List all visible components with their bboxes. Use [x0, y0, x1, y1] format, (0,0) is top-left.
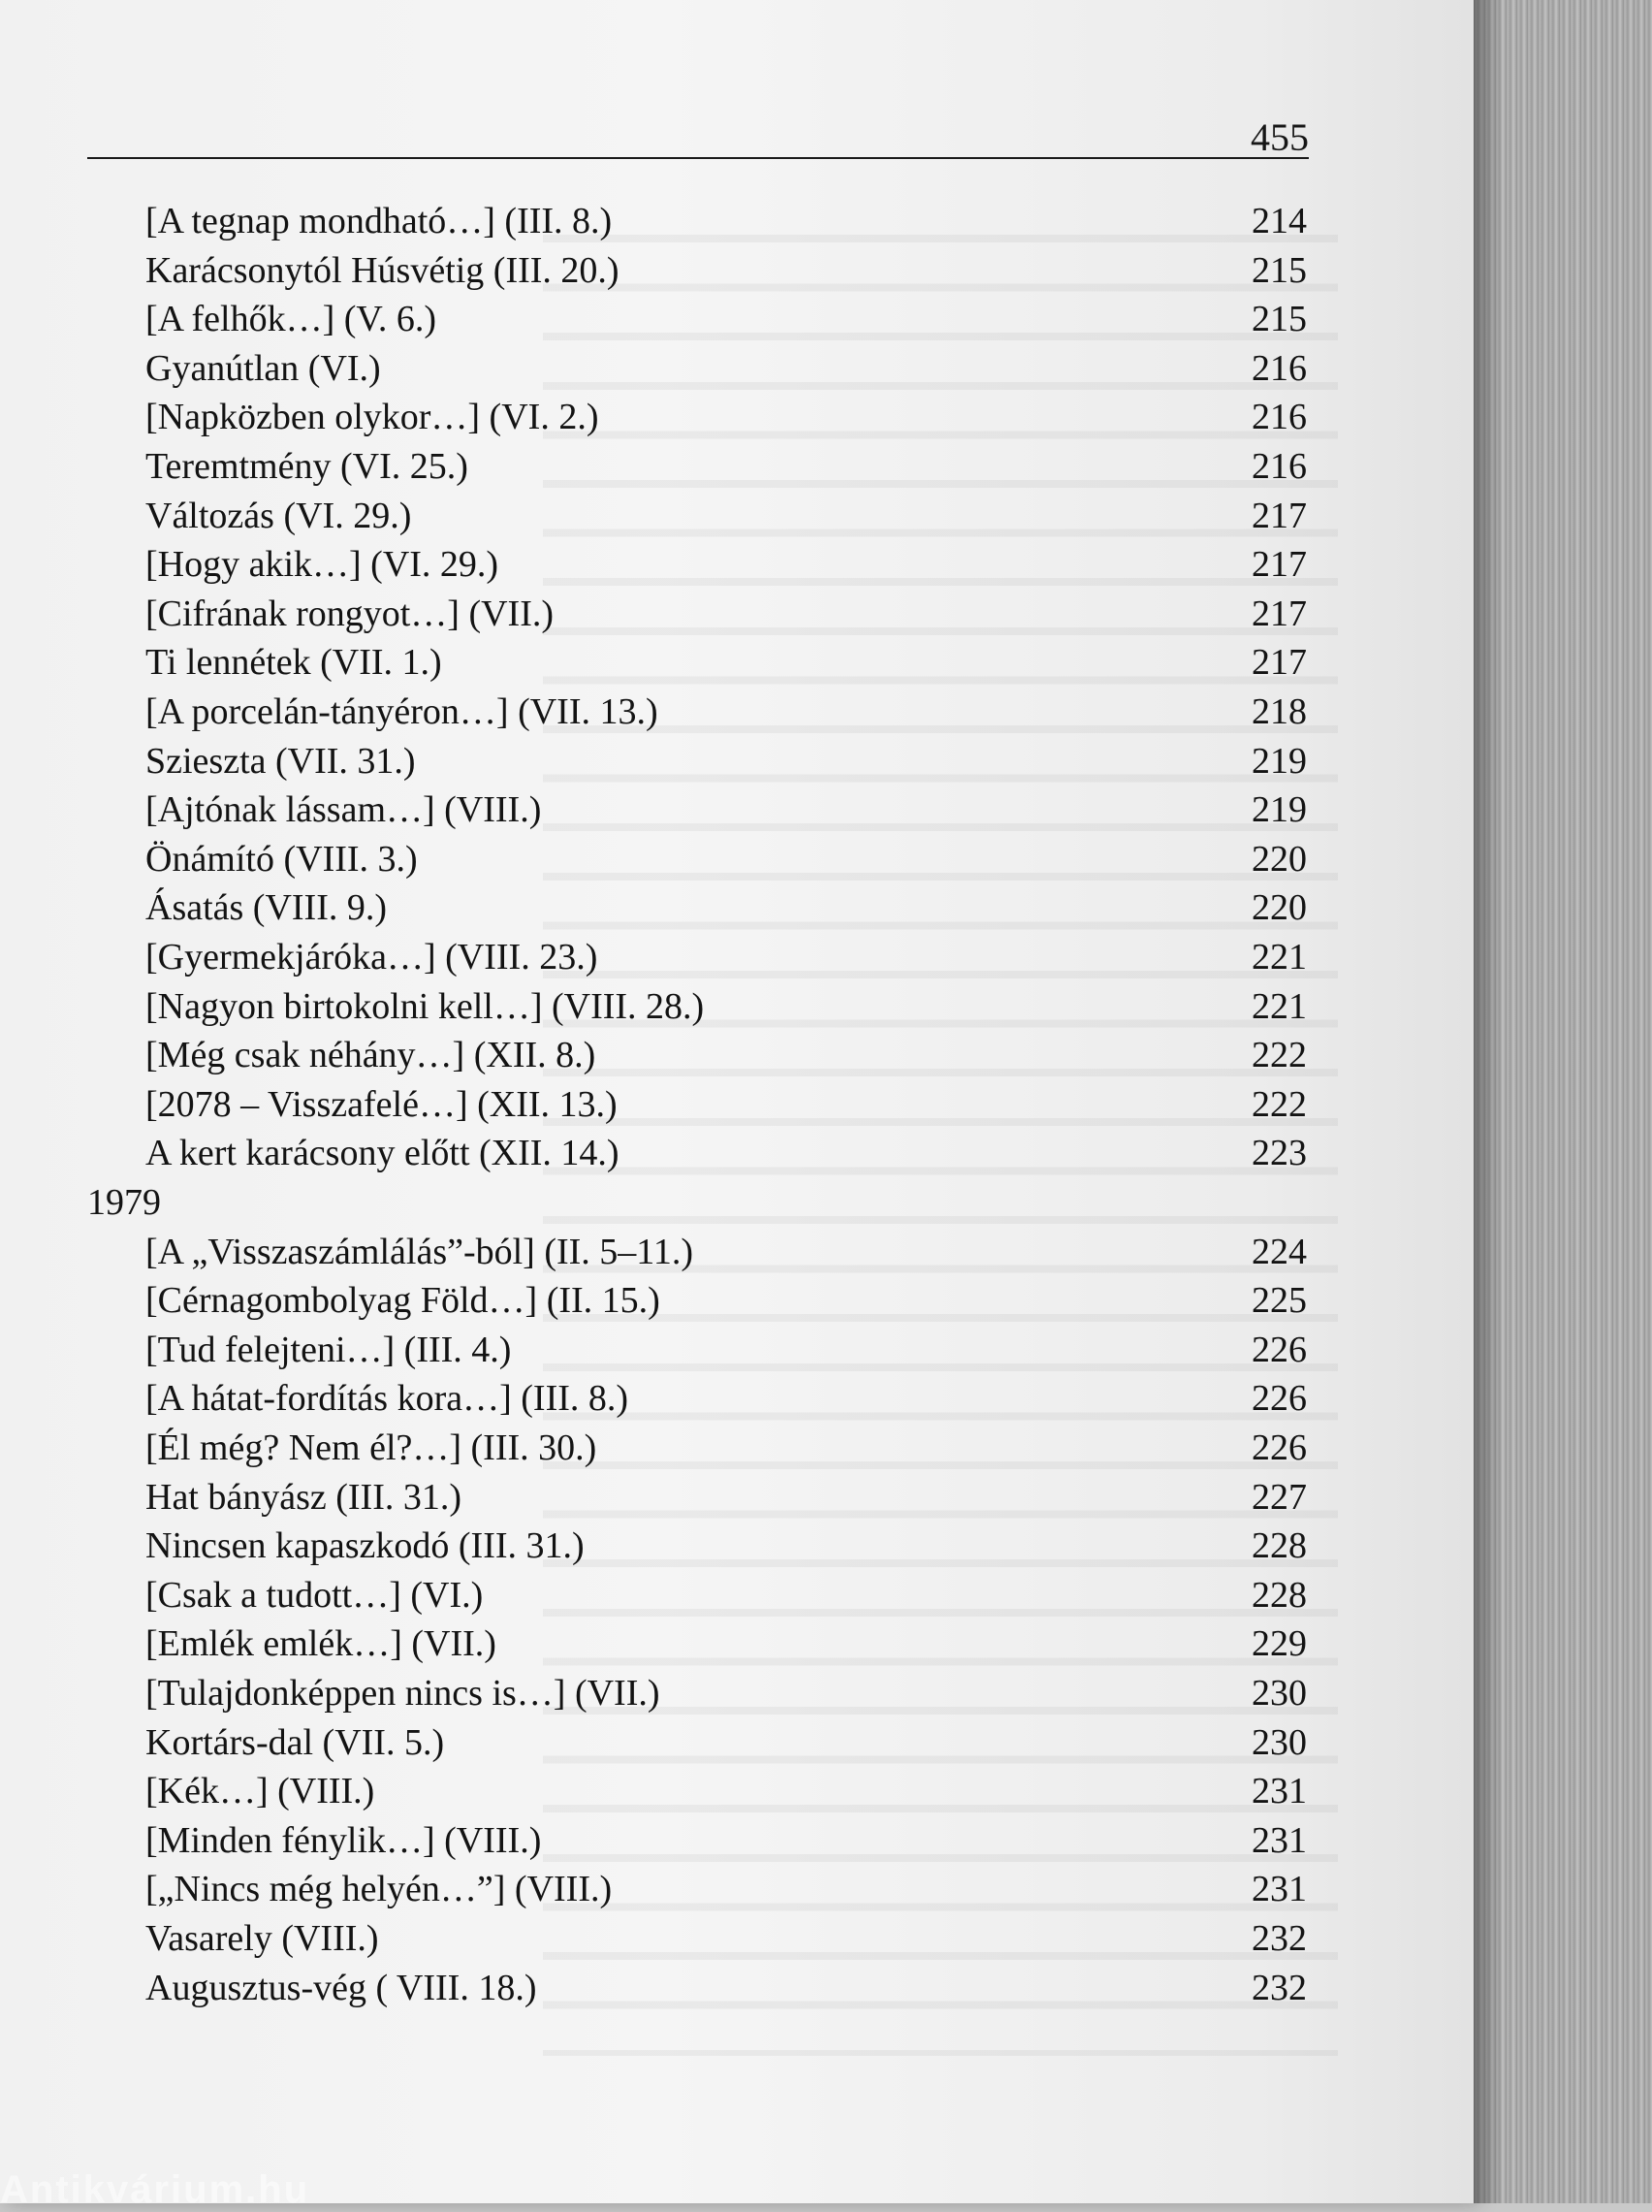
toc-entry-page: 225 — [1252, 1280, 1307, 1322]
toc-entry-page: 214 — [1252, 201, 1307, 241]
toc-entry-title: Augusztus-vég ( VIII. 18.) — [145, 1967, 537, 2008]
toc-entry-page: 226 — [1252, 1378, 1307, 1420]
toc-entry — [0, 786, 1474, 833]
toc-entry — [0, 1620, 1474, 1667]
toc-entry — [0, 493, 1474, 539]
toc-entry-title: [Nagyon birtokolni kell…] (VIII. 28.) — [145, 985, 705, 1027]
toc-entry — [0, 738, 1474, 785]
toc-entry-title: Gyanútlan (VI.) — [145, 347, 381, 389]
toc-entry-title: [Cérnagombolyag Föld…] (II. 15.) — [145, 1280, 660, 1322]
page-number: 455 — [1251, 115, 1309, 159]
toc-entry-title: [2078 – Visszafelé…] (XII. 13.) — [145, 1083, 618, 1125]
toc-entry-title: Vasarely (VIII.) — [145, 1918, 379, 1959]
toc-entry-page: 215 — [1252, 299, 1307, 340]
toc-entry — [0, 1523, 1474, 1569]
toc-entry-title: Nincsen kapaszkodó (III. 31.) — [145, 1525, 585, 1567]
toc-entry — [0, 1866, 1474, 1912]
toc-entry-title: Szieszta (VII. 31.) — [145, 740, 416, 782]
toc-entry-page: 231 — [1252, 1869, 1307, 1910]
toc-entry-page: 215 — [1252, 249, 1307, 291]
toc-entry-page: 221 — [1252, 937, 1307, 978]
toc-entry-title: [Gyermekjáróka…] (VIII. 23.) — [145, 937, 598, 978]
toc-entry-page: 220 — [1252, 838, 1307, 880]
toc-entry — [0, 198, 1474, 244]
toc-entry-title: [Hogy akik…] (VI. 29.) — [145, 544, 499, 586]
toc-entry-page: 232 — [1252, 1967, 1307, 2008]
year-heading: 1979 — [87, 1182, 161, 1223]
toc-entry-page: 217 — [1252, 544, 1307, 586]
toc-entry — [0, 1817, 1474, 1864]
toc-entry — [0, 1915, 1474, 1962]
toc-entry-page: 222 — [1252, 1083, 1307, 1125]
toc-entry — [0, 1277, 1474, 1324]
toc-entry-title: Önámító (VIII. 3.) — [145, 838, 418, 880]
toc-entry — [0, 1032, 1474, 1078]
toc-entry-title: [Csak a tudott…] (VI.) — [145, 1574, 484, 1616]
toc-entry — [0, 1375, 1474, 1422]
toc-entry-page: 216 — [1252, 347, 1307, 389]
toc-entry-page: 226 — [1252, 1427, 1307, 1468]
toc-entry — [0, 394, 1474, 440]
toc-entry-title: Hat bányász (III. 31.) — [145, 1476, 462, 1518]
toc-entry-title: Teremtmény (VI. 25.) — [145, 446, 468, 487]
toc-entry — [0, 345, 1474, 392]
toc-entry-page: 228 — [1252, 1525, 1307, 1567]
toc-entry-title: [Minden fénylik…] (VIII.) — [145, 1819, 542, 1861]
toc-entry-page: 220 — [1252, 887, 1307, 929]
toc-entry — [0, 1425, 1474, 1471]
toc-entry-page: 226 — [1252, 1329, 1307, 1370]
toc-entry-page: 232 — [1252, 1918, 1307, 1959]
toc-entry — [0, 1130, 1474, 1176]
toc-entry-title: Karácsonytól Húsvétig (III. 20.) — [145, 249, 620, 291]
toc-entry-title: [Ajtónak lássam…] (VIII.) — [145, 789, 542, 831]
toc-entry-title: Ti lennétek (VII. 1.) — [145, 642, 442, 684]
toc-entry-title: [A porcelán-tányéron…] (VII. 13.) — [145, 691, 658, 732]
toc-entry-title: [A „Visszaszámlálás”-ból] (II. 5–11.) — [145, 1231, 694, 1272]
toc-entry — [0, 639, 1474, 686]
toc-entry-page: 227 — [1252, 1476, 1307, 1518]
toc-entry — [0, 1474, 1474, 1521]
toc-entry — [0, 934, 1474, 980]
toc-entry — [0, 296, 1474, 342]
toc-entry-title: Változás (VI. 29.) — [145, 495, 412, 536]
toc-entry-title: [Kék…] (VIII.) — [145, 1771, 375, 1812]
watermark: Antikvárium.hu — [0, 2168, 310, 2211]
toc-entry — [0, 884, 1474, 931]
toc-entry-title: [A felhők…] (V. 6.) — [145, 299, 437, 340]
toc-entry-page: 218 — [1252, 691, 1307, 732]
toc-entry — [0, 1229, 1474, 1275]
toc-entry-title: [A hátat-fordítás kora…] (III. 8.) — [145, 1378, 629, 1420]
toc-entry — [0, 247, 1474, 294]
toc-entry-title: [„Nincs még helyén…”] (VIII.) — [145, 1869, 613, 1910]
toc-entry-title: [Tulajdonképpen nincs is…] (VII.) — [145, 1673, 660, 1714]
toc-entry-title: [Tud felejteni…] (III. 4.) — [145, 1329, 512, 1370]
toc-entry-title: [Cifrának rongyot…] (VII.) — [145, 593, 555, 634]
toc-entry — [0, 1081, 1474, 1128]
toc-entry — [0, 983, 1474, 1030]
toc-entry-title: Kortárs-dal (VII. 5.) — [145, 1721, 445, 1763]
toc-entry — [0, 591, 1474, 637]
page-stack-edge — [1474, 0, 1652, 2203]
toc-entry-page: 219 — [1252, 740, 1307, 782]
toc-entry — [0, 689, 1474, 735]
toc-entry-title: [Él még? Nem él?…] (III. 30.) — [145, 1427, 597, 1468]
toc-entry-page: 221 — [1252, 985, 1307, 1027]
toc-entry — [0, 1719, 1474, 1766]
toc-entry-title: [A tegnap mondható…] (III. 8.) — [145, 201, 613, 241]
toc-entry — [0, 1965, 1474, 2011]
toc-entry — [0, 1327, 1474, 1373]
toc-entry-page: 219 — [1252, 789, 1307, 831]
toc-entry-page: 228 — [1252, 1574, 1307, 1616]
toc-entry-page: 231 — [1252, 1819, 1307, 1861]
toc-entry — [0, 541, 1474, 588]
toc-entry-page: 230 — [1252, 1721, 1307, 1763]
toc-entry-page: 216 — [1252, 397, 1307, 438]
toc-entry — [0, 836, 1474, 882]
toc-entry-page: 230 — [1252, 1673, 1307, 1714]
toc-entry-title: [Még csak néhány…] (XII. 8.) — [145, 1035, 596, 1076]
toc-entry-page: 224 — [1252, 1231, 1307, 1272]
toc-entry-page: 222 — [1252, 1035, 1307, 1076]
toc-entry-page: 223 — [1252, 1133, 1307, 1174]
header-rule — [87, 157, 1309, 159]
toc-entry-title: [Napközben olykor…] (VI. 2.) — [145, 397, 599, 438]
toc-entry-page: 217 — [1252, 642, 1307, 684]
toc-entry-page: 231 — [1252, 1771, 1307, 1812]
toc-entry — [0, 1670, 1474, 1716]
toc-entry-page: 217 — [1252, 495, 1307, 536]
toc-entry-title: [Emlék emlék…] (VII.) — [145, 1623, 496, 1665]
toc-entry-title: A kert karácsony előtt (XII. 14.) — [145, 1133, 620, 1174]
toc-entry — [0, 1572, 1474, 1619]
toc-entry-page: 217 — [1252, 593, 1307, 634]
toc-entry-page: 216 — [1252, 446, 1307, 487]
toc-entry-page: 229 — [1252, 1623, 1307, 1665]
toc-entry — [0, 1768, 1474, 1814]
toc-entry — [0, 443, 1474, 490]
toc-entry-title: Ásatás (VIII. 9.) — [145, 887, 388, 929]
